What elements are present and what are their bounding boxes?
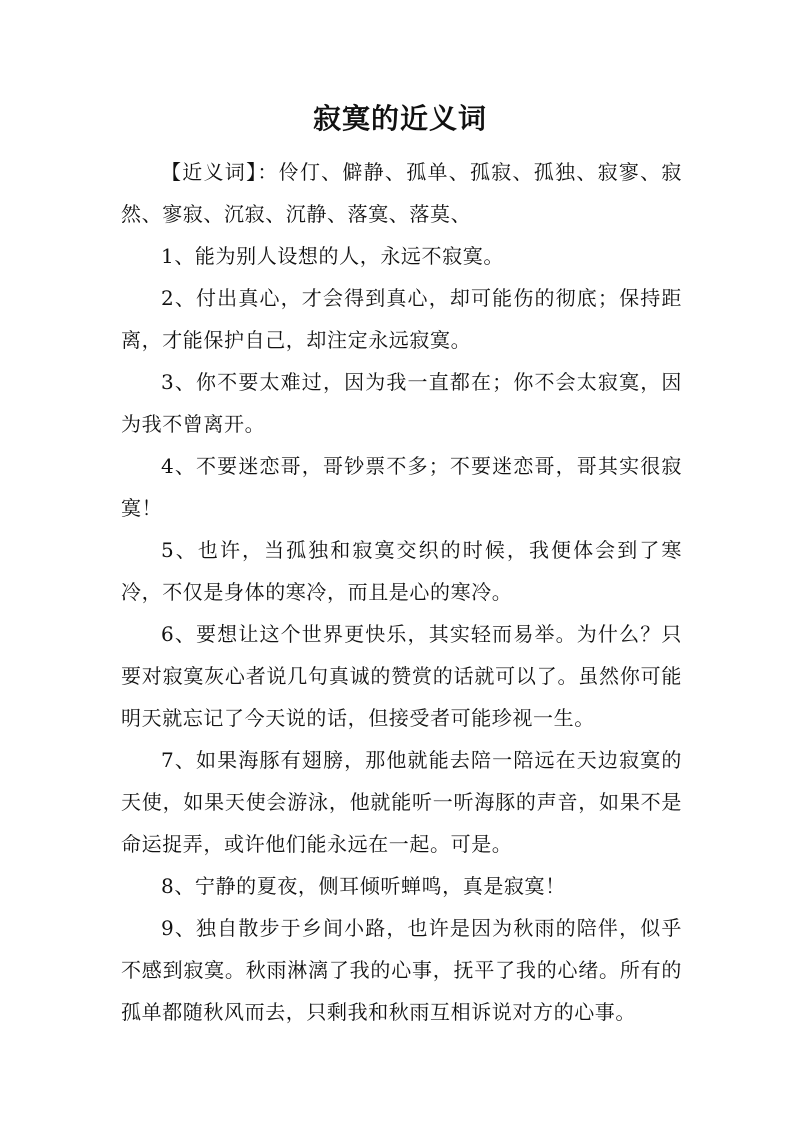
sentence-paragraph-1: 1、能为别人设想的人，永远不寂寞。 — [161, 244, 504, 268]
page-title: 寂寞的近义词 — [312, 102, 487, 135]
sentence-paragraph-8: 8、宁静的夏夜，侧耳倾听蝉鸣，真是寂寞！ — [161, 874, 566, 898]
sentence-paragraph-4: 4、不要迷恋哥，哥钞票不多；不要迷恋哥，哥其实很寂寞！ — [121, 454, 682, 520]
sentence-paragraph-7: 7、如果海豚有翅膀，那他就能去陪一陪远在天边寂寞的天使，如果天使会游泳，他就能听一听海豚的声音，如果不是命运捉弄，或许他们能永远在一起。可是。 — [121, 748, 682, 856]
sentence-paragraph-9: 9、独自散步于乡间小路，也许是因为秋雨的陪伴，似乎不感到寂寞。秋雨淋漓了我的心事，抚平了我的心绪。所有的孤单都随秋风而去，只剩我和秋雨互相诉说对方的心事。 — [121, 916, 682, 1024]
sentence-paragraph-3: 3、你不要太难过，因为我一直都在；你不会太寂寞，因为我不曾离开。 — [121, 370, 682, 436]
document-body — [121, 151, 682, 1033]
sentence-paragraph-6: 6、要想让这个世界更快乐，其实轻而易举。为什么？只要对寂寞灰心者说几句真诚的赞赏的话就可以了。虽然你可能明天就忘记了今天说的话，但接受者可能珍视一生。 — [121, 622, 682, 730]
sentence-paragraph-2: 2、付出真心，才会得到真心，却可能伤的彻底；保持距离，才能保护自己，却注定永远寂寞。 — [121, 286, 682, 352]
sentence-paragraph-5: 5、也许，当孤独和寂寞交织的时候，我便体会到了寒冷，不仅是身体的寒冷，而且是心的寒冷。 — [121, 538, 682, 604]
synonym-list-paragraph: 【近义词】：伶仃、僻静、孤单、孤寂、孤独、寂寥、寂然、寥寂、沉寂、沉静、落寞、落莫、 — [121, 160, 682, 226]
